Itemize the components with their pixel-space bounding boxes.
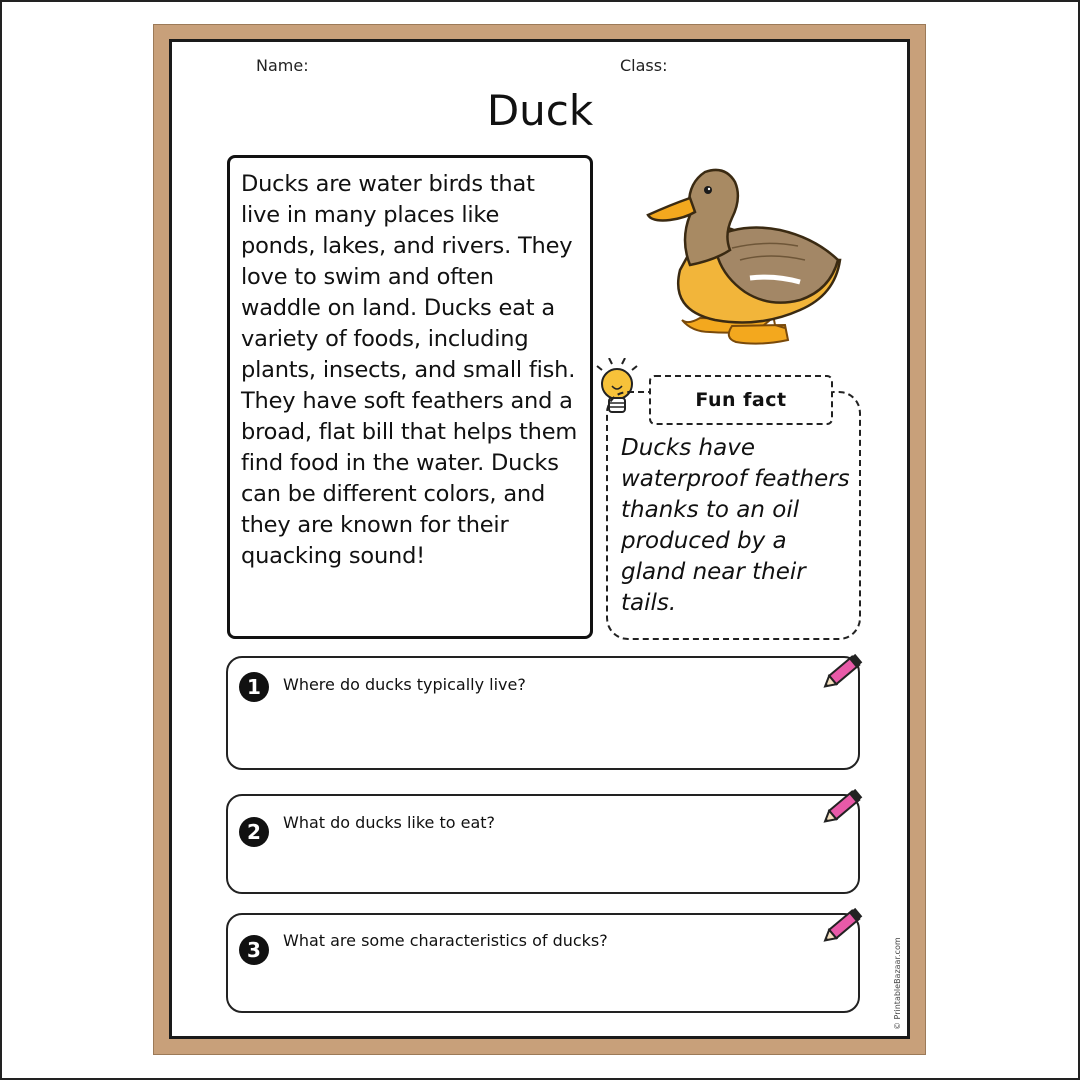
question-number-3-icon	[237, 933, 271, 967]
duck-illustration	[640, 160, 850, 355]
answer-box-2[interactable]	[226, 794, 860, 894]
fun-fact-heading: Fun fact	[649, 375, 833, 425]
fun-fact-text: Ducks have waterproof feathers thanks to an oil produced by a gland near their tails.	[621, 435, 850, 616]
worksheet-title: Duck	[486, 86, 594, 135]
pencil-icon	[818, 650, 868, 694]
question-number-2-icon	[237, 815, 271, 849]
question-2-text: What do ducks like to eat?	[283, 813, 496, 832]
reading-passage-box	[227, 155, 593, 639]
question-3-text: What are some characteristics of ducks?	[283, 931, 608, 950]
question-1-text: Where do ducks typically live?	[283, 675, 526, 694]
class-label: Class:	[620, 56, 668, 75]
watermark: © PrintableBazaar.com	[893, 937, 902, 1030]
answer-box-3[interactable]	[226, 913, 860, 1013]
question-number-3: 3	[247, 938, 261, 962]
pencil-icon	[818, 785, 868, 829]
question-number-1-icon	[237, 670, 271, 704]
pencil-icon	[818, 904, 868, 948]
question-number-1: 1	[247, 675, 261, 699]
name-label: Name:	[256, 56, 309, 75]
question-number-2: 2	[247, 820, 261, 844]
answer-box-1[interactable]	[226, 656, 860, 770]
reading-passage: Ducks are water birds that live in many places like ponds, lakes, and rivers. They love to swim and often waddle on land. Ducks eat a variety of foods, including plants, insects, and small fish. They have soft feathers and a broad, flat bill that helps them find food in the water. Ducks can be different colors, and they are known for their quacking sound!	[241, 171, 578, 569]
